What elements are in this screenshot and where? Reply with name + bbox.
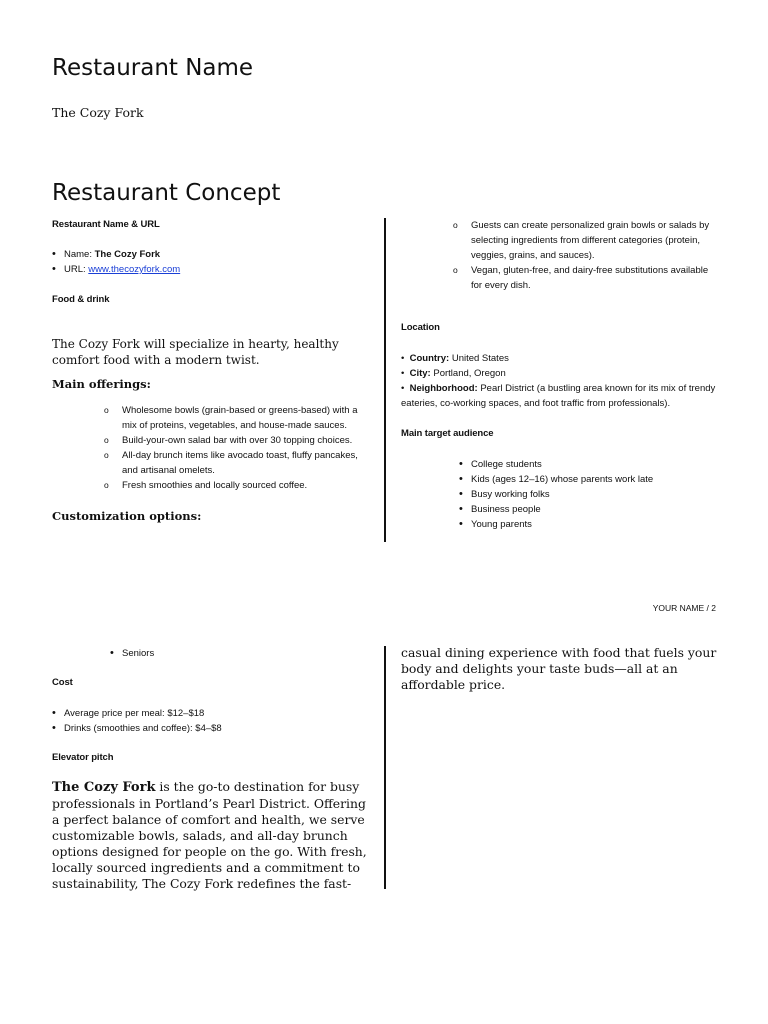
food-drink-heading: Food & drink [52,294,110,305]
list-item: o Wholesome bowls (grain-based or greens-based) with a mix of proteins, vegetables, and house-made sauces. [122,403,368,433]
list-item: • Young parents [471,517,721,532]
location-heading: Location [401,322,440,333]
offerings-list [122,403,368,493]
name-url-list [64,247,364,277]
audience-heading: Main target audience [401,428,494,439]
restaurant-name-value: The Cozy Fork [52,105,144,120]
list-item: o Guests can create personalized grain bowls or salads by selecting ingredients from different categories (protein, veggies, grains, and sauces). [471,218,721,263]
list-item: • College students [471,457,721,472]
list-item: • Average price per meal: $12–$18 [64,706,364,721]
audience-continued-list [122,646,322,661]
list-item: • Business people [471,502,721,517]
elevator-pitch-continued: casual dining experience with food that fuels your body and delights your taste buds—all at an affordable price. [401,645,717,692]
website-link[interactable]: www.thecozyfork.com [88,264,181,275]
food-intro: The Cozy Fork will specialize in hearty, healthy comfort food with a modern twist. [52,337,339,367]
list-item: • Name: The Cozy Fork [64,247,364,262]
list-item: • Country: United States [401,353,509,364]
location-list [401,351,719,411]
list-item: • Seniors [122,646,322,661]
audience-list [471,457,721,532]
list-item: • URL: www.thecozyfork.com [64,262,364,277]
page-footer: YOUR NAME / 2 [652,603,716,613]
list-item: o Vegan, gluten-free, and dairy-free substitutions available for every dish. [471,263,721,293]
cost-heading: Cost [52,677,73,688]
list-item: • Kids (ages 12–16) whose parents work late [471,472,721,487]
elevator-pitch-heading: Elevator pitch [52,752,114,763]
column-divider [384,646,386,889]
list-item: • Neighborhood: Pearl District (a bustling area known for its mix of trendy eateries, co-working spaces, and foot traffic from professionals). [401,383,716,409]
pitch-strong: The Cozy Fork [52,780,156,795]
heading-restaurant-name: Restaurant Name [52,55,254,81]
name-url-heading: Restaurant Name & URL [52,219,160,230]
column-divider [384,218,386,542]
list-item: o Build-your-own salad bar with over 30 topping choices. [122,433,368,448]
main-offerings-heading: Main offerings: [52,377,151,391]
elevator-pitch-text: The Cozy Fork is the go-to destination for busy professionals in Portland’s Pearl District. Offering a perfect balance of comfort and health, we serve customizable bowls, salads, and all-day brunch options designed for people on the go. With fresh, locally sourced ingredients and a commitment to sustainability, The Cozy Fork redefines the fast- [52,779,367,891]
list-item: • Drinks (smoothies and coffee): $4–$8 [64,721,364,736]
customization-list [471,218,721,293]
name-strong: The Cozy Fork [94,249,161,260]
customization-heading: Customization options: [52,509,202,523]
list-item: • Busy working folks [471,487,721,502]
heading-restaurant-concept: Restaurant Concept [52,180,281,206]
list-item: o All-day brunch items like avocado toast, fluffy pancakes, and artisanal omelets. [122,448,368,478]
list-item: • City: Portland, Oregon [401,368,506,379]
list-item: o Fresh smoothies and locally sourced coffee. [122,478,368,493]
cost-list [64,706,364,736]
